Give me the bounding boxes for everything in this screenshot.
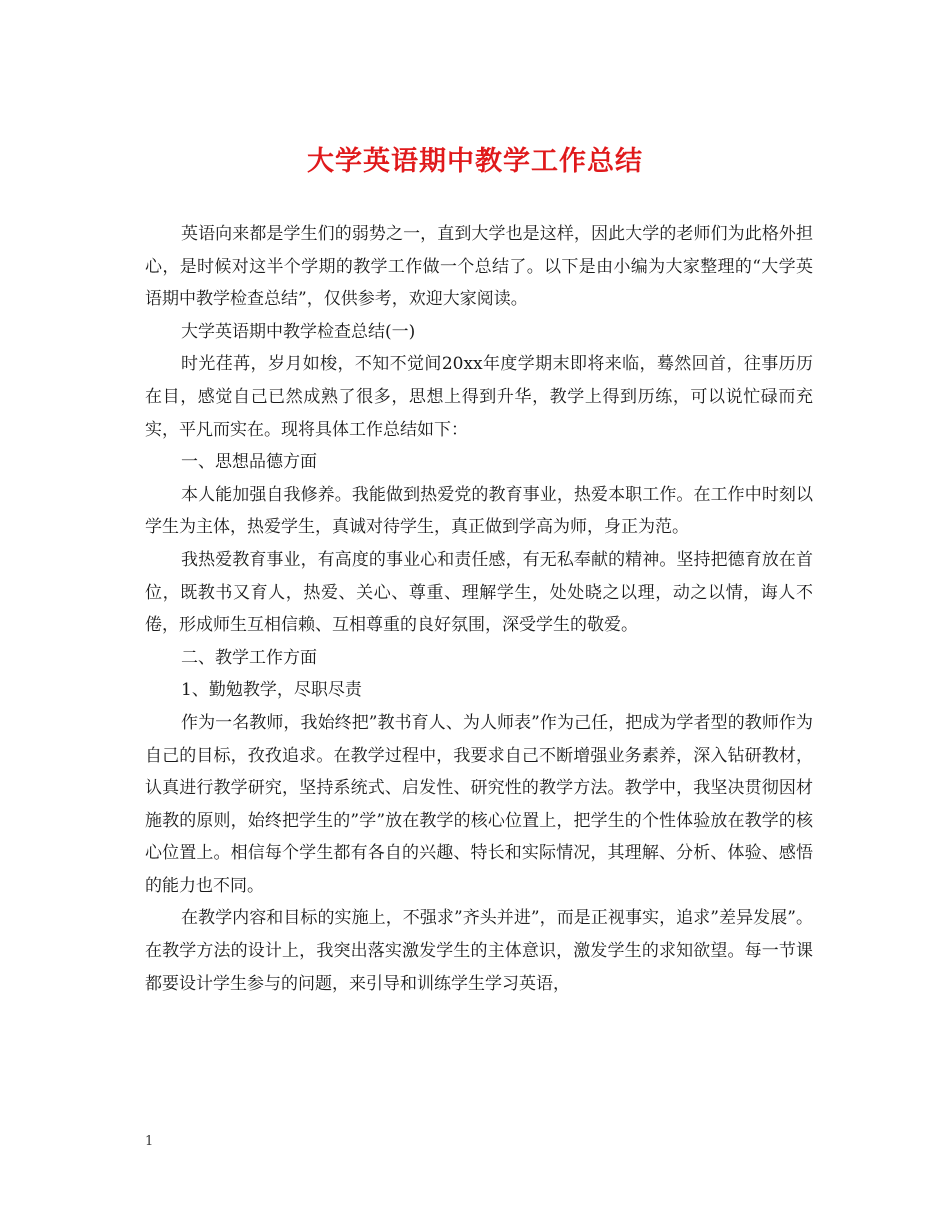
document-body: [145, 218, 813, 1000]
body-paragraph: 作为一名教师，我始终把”教书育人、为人师表”作为己任，把成为学者型的教师作为自己的目标，孜孜追求。在教学过程中，我要求自己不断增强业务素养，深入钻研教材，认真进行教学研究，坚持系统式、启发性、研究性的教学方法。教学中，我坚决贯彻因材施教的原则，始终把学生的”学”放在教学的核心位置上，把学生的个性体验放在教学的核心位置上。相信每个学生都有各自的兴趣、特长和实际情况，其理解、分析、体验、感悟的能力也不同。: [145, 712, 813, 896]
intro-paragraph: 英语向来都是学生们的弱势之一，直到大学也是这样，因此大学的老师们为此格外担心，是时候对这半个学期的教学工作做一个总结了。以下是由小编为大家整理的“大学英语期中教学检查总结”，仅供参考，欢迎大家阅读。: [145, 224, 813, 310]
body-paragraph: 我热爱教育事业，有高度的事业心和责任感，有无私奉献的精神。坚持把德育放在首位，既教书又育人，热爱、关心、尊重、理解学生，处处晓之以理，动之以情，诲人不倦，形成师生互相信赖、互相尊重的良好氛围，深受学生的敬爱。: [145, 549, 813, 636]
body-paragraph: 本人能加强自我修养。我能做到热爱党的教育事业，热爱本职工作。在工作中时刻以学生为主体，热爱学生，真诚对待学生，真正做到学高为师，身正为范。: [145, 484, 813, 538]
subsection-heading: 二、教学工作方面: [181, 647, 317, 668]
body-paragraph: 时光荏苒，岁月如梭，不知不觉间20xx年度学期末即将来临，蓦然回首，往事历历在目，感觉自己已然成熟了很多，思想上得到升华，教学上得到历练，可以说忙碌而充实，平凡而实在。现将具体工作总结如下：: [145, 354, 813, 440]
section-heading: 大学英语期中教学检查总结(一): [181, 321, 416, 342]
item-heading: 1、勤勉教学，尽职尽责: [181, 680, 362, 701]
body-paragraph: 在教学内容和目标的实施上，不强求”齐头并进”，而是正视事实，追求”差异发展”。在教学方法的设计上，我突出落实激发学生的主体意识，激发学生的求知欲望。每一节课都要设计学生参与的问题，来引导和训练学生学习英语，: [145, 908, 813, 994]
document-title: 大学英语期中教学工作总结: [307, 146, 643, 177]
subsection-heading: 一、思想品德方面: [181, 452, 317, 473]
page-number: 1: [145, 1134, 154, 1149]
